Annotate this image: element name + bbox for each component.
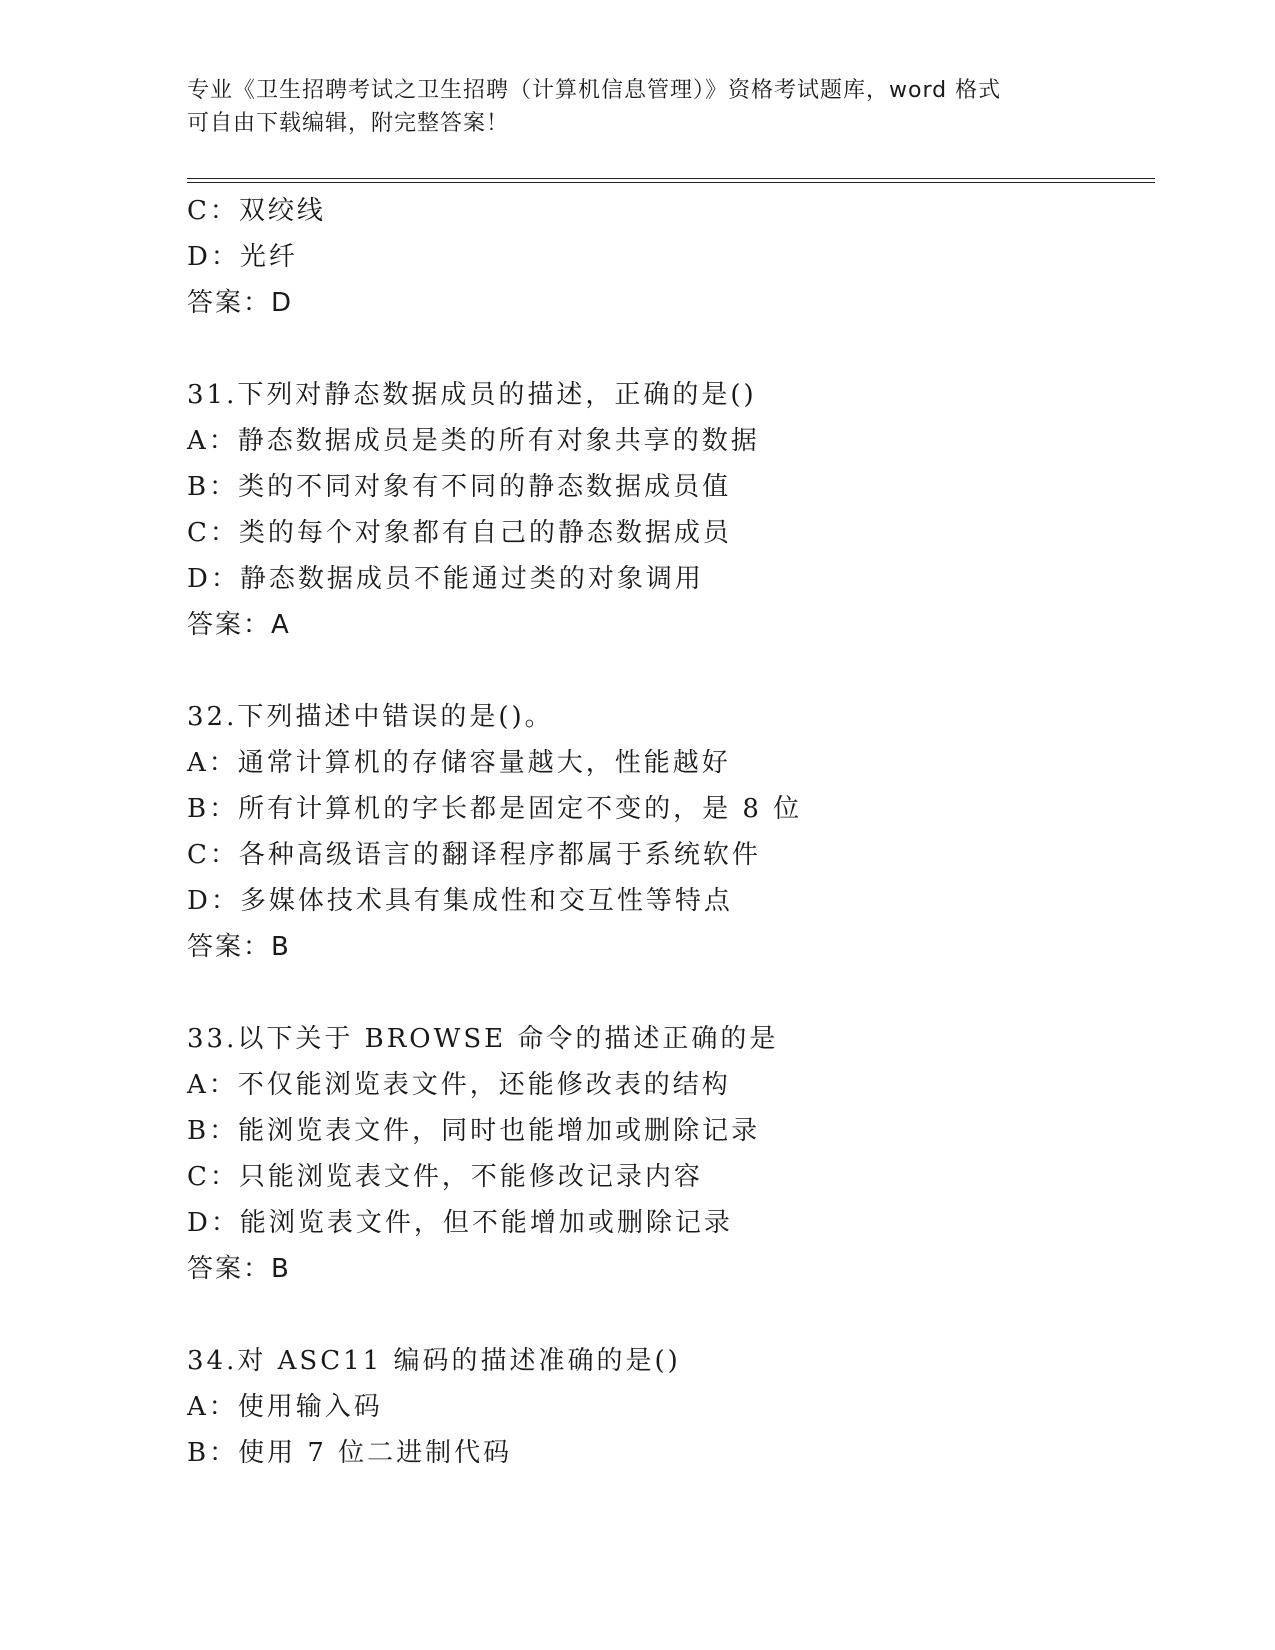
answer-line: 答案：A <box>187 610 291 640</box>
option-a: A：使用输入码 <box>187 1392 383 1422</box>
option-a: A：通常计算机的存储容量越大，性能越好 <box>187 748 731 778</box>
option-d: D：光纤 <box>187 242 298 272</box>
option-b: B：所有计算机的字长都是固定不变的，是 8 位 <box>187 794 803 824</box>
question-34 <box>187 1338 1137 1476</box>
prev-question-tail <box>187 188 1137 326</box>
question-32 <box>187 694 1137 970</box>
question-stem: 31.下列对静态数据成员的描述，正确的是() <box>187 380 757 410</box>
option-b: B：类的不同对象有不同的静态数据成员值 <box>187 472 732 502</box>
question-list <box>187 188 1137 1476</box>
answer-line: 答案：D <box>187 288 294 318</box>
question-33 <box>187 1016 1137 1292</box>
option-c: C：类的每个对象都有自己的静态数据成员 <box>187 518 732 548</box>
header-divider <box>187 178 1155 183</box>
spacer <box>187 1292 1137 1338</box>
option-d: D：多媒体技术具有集成性和交互性等特点 <box>187 886 733 916</box>
spacer <box>187 326 1137 372</box>
spacer <box>187 648 1137 694</box>
option-a: A：静态数据成员是类的所有对象共享的数据 <box>187 426 760 456</box>
option-b: B：能浏览表文件，同时也能增加或删除记录 <box>187 1116 761 1146</box>
option-d: D：静态数据成员不能通过类的对象调用 <box>187 564 704 594</box>
answer-line: 答案：B <box>187 932 291 962</box>
option-a: A：不仅能浏览表文件，还能修改表的结构 <box>187 1070 731 1100</box>
option-b: B：使用 7 位二进制代码 <box>187 1438 513 1468</box>
option-c: C：各种高级语言的翻译程序都属于系统软件 <box>187 840 761 870</box>
header-line-1: 专业《卫生招聘考试之卫生招聘（计算机信息管理）》资格考试题库，word 格式 <box>187 78 1002 103</box>
document-header <box>187 74 1087 140</box>
spacer <box>187 970 1137 1016</box>
question-stem: 34.对 ASC11 编码的描述准确的是() <box>187 1346 681 1376</box>
option-c: C：双绞线 <box>187 196 326 226</box>
option-c: C：只能浏览表文件，不能修改记录内容 <box>187 1162 703 1192</box>
question-stem: 32.下列描述中错误的是()。 <box>187 702 554 732</box>
answer-line: 答案：B <box>187 1254 291 1284</box>
question-stem: 33.以下关于 BROWSE 命令的描述正确的是 <box>187 1024 779 1054</box>
question-31 <box>187 372 1137 648</box>
option-d: D：能浏览表文件，但不能增加或删除记录 <box>187 1208 733 1238</box>
header-line-2: 可自由下载编辑，附完整答案！ <box>187 111 510 136</box>
